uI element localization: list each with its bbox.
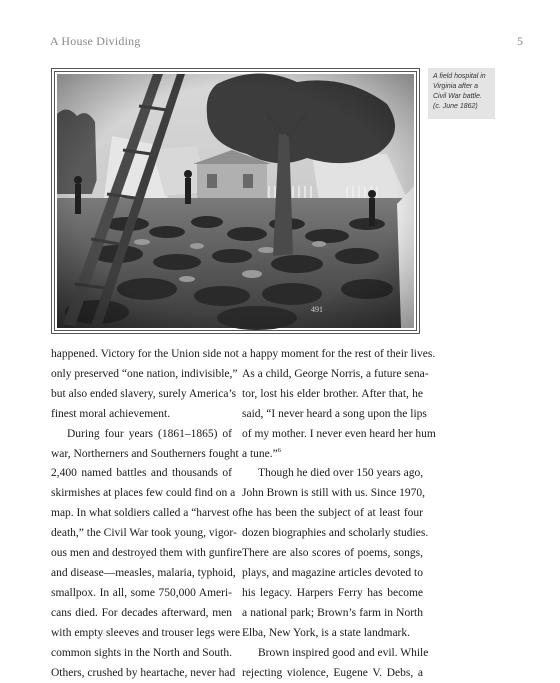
caption-line: Civil War battle. [433, 92, 491, 102]
text-line: tor, lost his elder brother. After that, he [242, 385, 423, 405]
text-line: skirmishes at places few could find on a [51, 484, 232, 504]
text-line: rejecting violence, Eugene V. Debs, a [242, 664, 423, 683]
caption-line: A field hospital in [433, 72, 491, 82]
text-line: said, “I never heard a song upon the lips [242, 405, 423, 425]
text-line: Though he died over 150 years ago, [242, 464, 423, 484]
text-line [242, 445, 423, 465]
text-line: Brown inspired good and evil. While [242, 644, 423, 664]
running-head: A House Dividing [50, 34, 141, 49]
text-line: Others, crushed by heartache, never had [51, 664, 232, 683]
paragraph [242, 644, 423, 683]
text-line: plays, and magazine articles devoted to [242, 564, 423, 584]
text-line: common sights in the North and South. [51, 644, 232, 664]
text-line: only preserved “one nation, indivisible,” [51, 365, 232, 385]
text-line: dozen biographies and scholarly studies. [242, 524, 423, 544]
text-line: As a child, George Norris, a future sena- [242, 365, 423, 385]
page-number: 5 [517, 34, 523, 49]
text-line: war, Northerners and Southerners fought [51, 445, 232, 465]
text-line: but also ended slavery, surely America’s [51, 385, 232, 405]
text-line: There are also scores of poems, songs, [242, 544, 423, 564]
text-line: ous men and destroyed them with gunfire [51, 544, 232, 564]
caption-line: Virginia after a [433, 82, 491, 92]
text-line: map. In what soldiers called a “harvest of [51, 504, 232, 524]
right-column [242, 345, 423, 683]
text-line: cans died. For decades afterward, men [51, 604, 232, 624]
left-column [51, 345, 232, 683]
caption-line: (c. June 1862) [433, 102, 491, 112]
text-fragment: a tune.” [242, 448, 278, 460]
text-line: with empty sleeves and trouser legs were [51, 624, 232, 644]
field-hospital-photo [57, 74, 414, 328]
text-line: John Brown is still with us. Since 1970, [242, 484, 423, 504]
text-line: he has been the subject of at least four [242, 504, 423, 524]
text-line: smallpox. In all, some 750,000 Ameri- [51, 584, 232, 604]
text-line: During four years (1861–1865) of [51, 425, 232, 445]
text-line: his legacy. Harpers Ferry has become [242, 584, 423, 604]
text-line: and disease—measles, malaria, typhoid, [51, 564, 232, 584]
paragraph [242, 464, 423, 643]
text-line: a happy moment for the rest of their lives. [242, 345, 423, 365]
paragraph [242, 345, 423, 464]
text-line: a national park; Brown’s farm in North [242, 604, 423, 624]
photo-frame [51, 68, 420, 334]
text-line: Elba, New York, is a state landmark. [242, 624, 423, 644]
photo-frame-inner [54, 71, 417, 331]
text-line: happened. Victory for the Union side not [51, 345, 232, 365]
paragraph [51, 425, 232, 683]
text-line: 2,400 named battles and thousands of [51, 464, 232, 484]
photo-caption [428, 68, 495, 119]
text-line: of my mother. I never even heard her hum [242, 425, 423, 445]
footnote-marker: 6 [278, 447, 281, 454]
paragraph [51, 345, 232, 425]
text-line: death,” the Civil War took young, vigor- [51, 524, 232, 544]
text-line: finest moral achievement. [51, 405, 232, 425]
